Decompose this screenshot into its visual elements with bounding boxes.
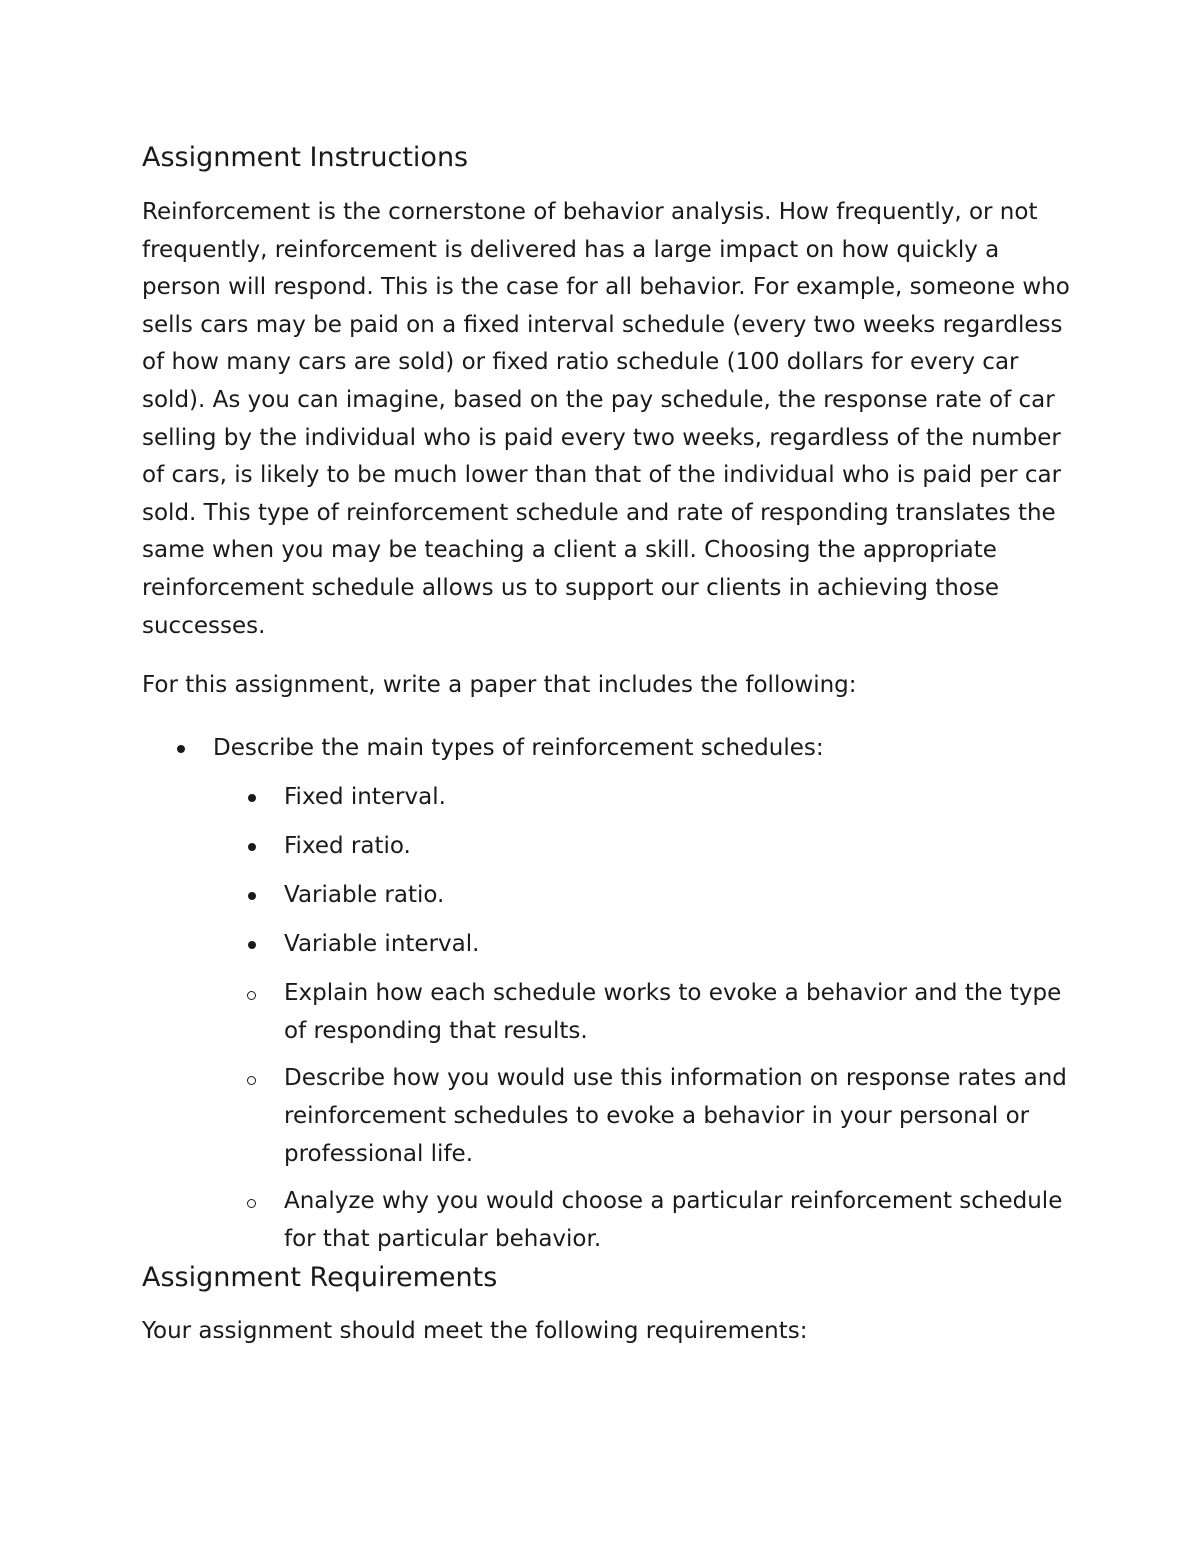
bullet-dot-icon [248, 892, 256, 900]
requirements-lead-in: Your assignment should meet the following requirements: [142, 1317, 808, 1344]
bullet-circle-icon [247, 1076, 256, 1085]
list-item [142, 1182, 1072, 1258]
list-item [142, 778, 1072, 816]
bullet-circle-icon [247, 1199, 256, 1208]
task-list [142, 729, 1072, 1258]
sub-task-text: Explain how each schedule works to evoke a behavior and the type of responding that results. [284, 979, 1062, 1044]
bullet-dot-icon [248, 794, 256, 802]
bullet-circle-icon [247, 991, 256, 1000]
schedule-type-text: Variable ratio. [284, 881, 445, 908]
list-item [142, 729, 1072, 1258]
sub-list [213, 778, 1072, 1258]
bullet-dot-icon [248, 941, 256, 949]
heading-assignment-instructions: Assignment Instructions [142, 142, 469, 173]
main-bullet-text: Describe the main types of reinforcement schedules: [213, 734, 824, 761]
bullet-dot-icon [248, 843, 256, 851]
list-item [142, 876, 1072, 914]
sub-task-text: Describe how you would use this information on response rates and reinforcement schedules to evoke a behavior in your personal or professional life. [284, 1064, 1067, 1167]
bullet-dot-icon [177, 745, 185, 753]
schedule-type-text: Fixed interval. [284, 783, 446, 810]
list-item [142, 974, 1072, 1050]
list-item [142, 827, 1072, 865]
list-item [142, 1059, 1072, 1173]
schedule-type-text: Fixed ratio. [284, 832, 411, 859]
assignment-lead-in: For this assignment, write a paper that includes the following: [142, 672, 857, 699]
heading-assignment-requirements: Assignment Requirements [142, 1261, 498, 1293]
sub-task-text: Analyze why you would choose a particular reinforcement schedule for that particular behavior. [284, 1187, 1063, 1252]
document-content [142, 138, 1072, 1350]
list-item [142, 925, 1072, 963]
intro-paragraph: Reinforcement is the cornerstone of behavior analysis. How frequently, or not frequently, reinforcement is delivered has a large impact on how quickly a person will respond. This is the case for all behavior. For example, someone who sells cars may be paid on a fixed interval schedule (every two weeks regardless of how many cars are sold) or fixed ratio schedule (100 dollars for every car sold). As you can imagine, based on the pay schedule, the response rate of car selling by the individual who is paid every two weeks, regardless of the number of cars, is likely to be much lower than that of the individual who is paid per car sold. This type of reinforcement schedule and rate of responding translates the same when you may be teaching a client a skill. Choosing the appropriate reinforcement schedule allows us to support our clients in achieving those successes. [142, 199, 1070, 639]
schedule-type-text: Variable interval. [284, 930, 480, 957]
